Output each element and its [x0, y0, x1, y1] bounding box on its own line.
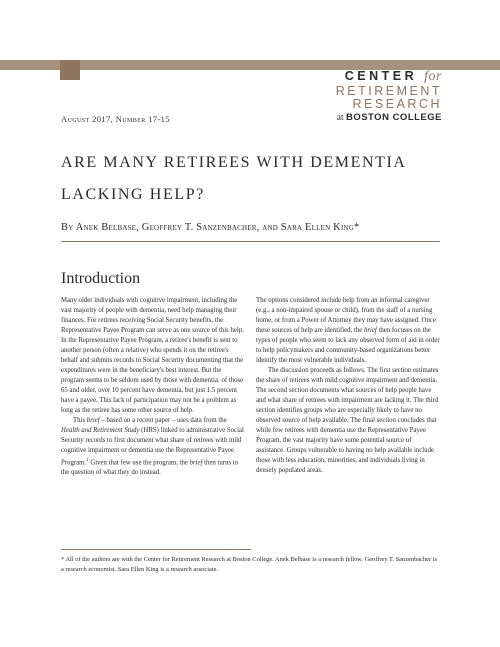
- body-column-right: [256, 296, 440, 476]
- logo-line-at: at: [336, 112, 344, 123]
- author-footnote: * All of the authors are with the Center for Retirement Research at Boston College. Anek Belbase is a research fellow. Geoffrey T. Sanzenbacher is a research economist. Sara Ellen King is a research associate.: [61, 556, 437, 573]
- logo-line-center: CENTER: [344, 69, 418, 83]
- section-heading: Introduction: [61, 270, 141, 287]
- header-accent-square: [60, 60, 80, 80]
- logo-line-retirement: RETIREMENT: [335, 83, 442, 98]
- footnote-divider: [61, 549, 251, 550]
- issue-info: August 2017, Number 17-15: [61, 114, 170, 124]
- logo-line-boston-college: BOSTON COLLEGE: [345, 111, 442, 123]
- header-accent-band-left: [0, 60, 60, 70]
- paragraph: Many older individuals with cognitive impairment, including the vast majority of people with dementia, need help managing their finances. For retirees receiving Social Security benefits, the Representative Payee Program can serve as one source of this help. In the Representative Payee Program, a retiree's benefit is sent to another person (often a relative) who spends it on the retiree's behalf and submits records to Social Security documenting that the expenditures were in the beneficiary's best interest. But the program seems to be seldom used by those with dementia: of those 65 and older, over 10 percent have dementia, but just 1.5 percent have a payee. This lack of participation may not be a problem as long as the retiree has some other source of help.: [61, 297, 244, 414]
- paragraph: This brief – based on a recent paper – uses data from the Health and Retirement Study (HRS) linked to administrative Social Security records to first document what share of retirees with mild cognitive impairment or dementia use the Representative Payee Program.$^1$ Given that few use the program, the brief then turns to the question of what they do instead.: [61, 417, 244, 477]
- logo-line-research: RESEARCH: [352, 96, 442, 111]
- paragraph: The discussion proceeds as follows. The first section estimates the share of retirees with mild cognitive impairment and dementia. The second section documents what sources of help people have and what share of retirees with impairment are lacking it. The third section identifies groups who are especially likely to have no observed source of help available. The final section concludes that while few retirees with dementia use the Representative Payee Program, the vast majority have some potential source of assistance. Groups vulnerable to having no help available include those with less education, minorities, and individuals living in densely populated areas.: [256, 367, 439, 474]
- author-line: By Anek Belbase, Geoffrey T. Sanzenbacher, and Sara Ellen King*: [61, 222, 360, 233]
- footnote-ref: 1: [86, 458, 89, 463]
- body-column-left: [61, 296, 245, 478]
- logo-line-for: for: [424, 69, 442, 84]
- brief-title: ARE MANY RETIREES WITH DEMENTIA LACKING HELP?: [61, 154, 406, 203]
- author-divider: [61, 241, 440, 242]
- crr-logo: [336, 70, 442, 124]
- paragraph: The options considered include help from an informal caregiver (e.g., a non-impaired spouse or child), from the staff of a nursing home, or from a Power of Attorney they may have assigned. Once these sources of help are identified, the brief then focuses on the types of people who seem to lack any observed form of aid in order to help policymakers and community-based organizations better identify the most vulnerable individuals.: [256, 297, 440, 364]
